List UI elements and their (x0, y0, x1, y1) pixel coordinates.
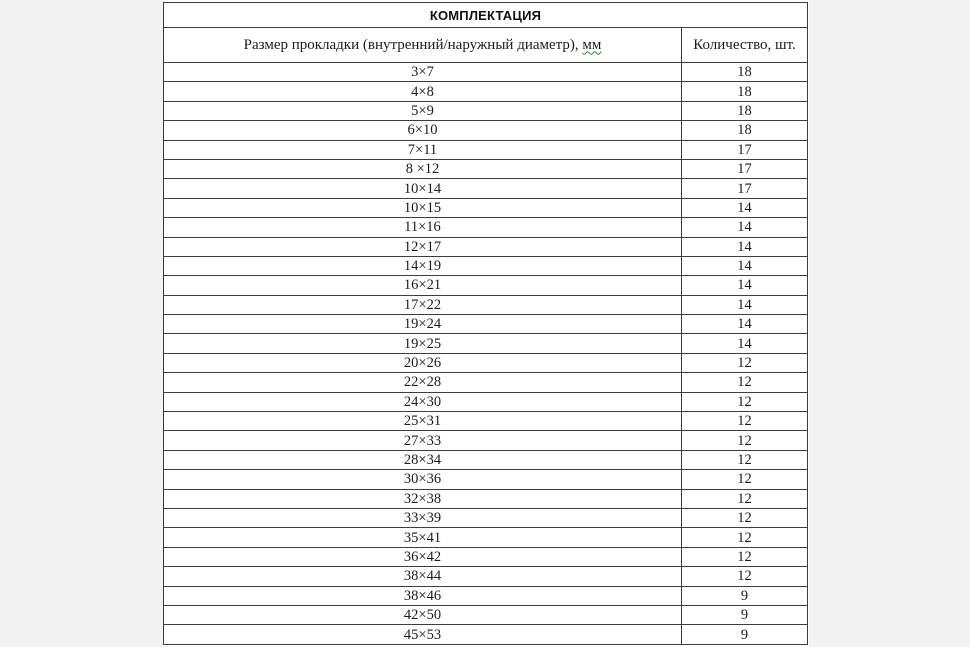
quantity-cell: 14 (682, 237, 808, 256)
table-row (164, 121, 808, 140)
size-cell: 36×42 (164, 547, 682, 566)
quantity-cell: 17 (682, 140, 808, 159)
size-cell: 19×24 (164, 315, 682, 334)
table-row (164, 547, 808, 566)
table-row (164, 159, 808, 178)
table-row (164, 450, 808, 469)
quantity-cell: 17 (682, 179, 808, 198)
size-cell: 14×19 (164, 256, 682, 275)
table-row (164, 295, 808, 314)
quantity-cell: 18 (682, 82, 808, 101)
quantity-cell: 14 (682, 334, 808, 353)
size-cell: 38×44 (164, 567, 682, 586)
size-cell: 19×25 (164, 334, 682, 353)
column-header-size (164, 28, 682, 63)
quantity-cell: 12 (682, 547, 808, 566)
quantity-cell: 12 (682, 470, 808, 489)
quantity-cell: 18 (682, 101, 808, 120)
size-cell: 17×22 (164, 295, 682, 314)
size-cell: 3×7 (164, 63, 682, 82)
quantity-cell: 12 (682, 353, 808, 372)
table-row (164, 528, 808, 547)
table-row (164, 198, 808, 217)
size-cell: 16×21 (164, 276, 682, 295)
size-cell: 7×11 (164, 140, 682, 159)
quantity-cell: 9 (682, 586, 808, 605)
quantity-cell: 14 (682, 218, 808, 237)
table-row (164, 82, 808, 101)
quantity-cell: 12 (682, 528, 808, 547)
table-row (164, 586, 808, 605)
table-row (164, 218, 808, 237)
quantity-cell: 12 (682, 508, 808, 527)
quantity-cell: 18 (682, 121, 808, 140)
size-cell: 6×10 (164, 121, 682, 140)
quantity-cell: 12 (682, 392, 808, 411)
table-row (164, 392, 808, 411)
table-row (164, 431, 808, 450)
quantity-cell: 12 (682, 450, 808, 469)
table-row (164, 470, 808, 489)
table-row (164, 63, 808, 82)
table-title-row (164, 3, 808, 28)
size-cell: 10×14 (164, 179, 682, 198)
table-row (164, 256, 808, 275)
size-cell: 42×50 (164, 605, 682, 624)
table-row (164, 625, 808, 644)
table-row (164, 334, 808, 353)
size-header-text: Размер прокладки (внутренний/наружный диаметр), (243, 36, 583, 53)
quantity-cell: 14 (682, 295, 808, 314)
table-row (164, 567, 808, 586)
size-cell: 38×46 (164, 586, 682, 605)
table-header-row (164, 28, 808, 63)
table-row (164, 101, 808, 120)
size-cell: 11×16 (164, 218, 682, 237)
size-cell: 27×33 (164, 431, 682, 450)
table-body (164, 63, 808, 645)
quantity-cell: 17 (682, 159, 808, 178)
table-row (164, 353, 808, 372)
size-cell: 30×36 (164, 470, 682, 489)
size-cell: 24×30 (164, 392, 682, 411)
size-cell: 8 ×12 (164, 159, 682, 178)
size-cell: 25×31 (164, 412, 682, 431)
size-cell: 35×41 (164, 528, 682, 547)
size-cell: 4×8 (164, 82, 682, 101)
table-row (164, 276, 808, 295)
table-row (164, 605, 808, 624)
size-cell: 33×39 (164, 508, 682, 527)
table-row (164, 237, 808, 256)
quantity-cell: 9 (682, 605, 808, 624)
table-row (164, 489, 808, 508)
quantity-cell: 18 (682, 63, 808, 82)
table-title: КОМПЛЕКТАЦИЯ (164, 3, 808, 28)
table-row (164, 140, 808, 159)
quantity-cell: 14 (682, 198, 808, 217)
size-header-unit-spellchecked: мм (582, 36, 602, 53)
komplektacia-table (163, 2, 808, 645)
size-cell: 20×26 (164, 353, 682, 372)
quantity-cell: 14 (682, 256, 808, 275)
size-cell: 12×17 (164, 237, 682, 256)
quantity-cell: 12 (682, 567, 808, 586)
quantity-cell: 12 (682, 431, 808, 450)
size-cell: 10×15 (164, 198, 682, 217)
size-cell: 32×38 (164, 489, 682, 508)
quantity-cell: 12 (682, 373, 808, 392)
column-header-quantity: Количество, шт. (682, 28, 808, 63)
size-cell: 22×28 (164, 373, 682, 392)
table-row (164, 508, 808, 527)
quantity-cell: 12 (682, 489, 808, 508)
quantity-cell: 12 (682, 412, 808, 431)
size-cell: 45×53 (164, 625, 682, 644)
table-row (164, 412, 808, 431)
table-row (164, 373, 808, 392)
quantity-cell: 9 (682, 625, 808, 644)
size-cell: 28×34 (164, 450, 682, 469)
table-row (164, 315, 808, 334)
size-cell: 5×9 (164, 101, 682, 120)
quantity-cell: 14 (682, 276, 808, 295)
quantity-cell: 14 (682, 315, 808, 334)
table-row (164, 179, 808, 198)
